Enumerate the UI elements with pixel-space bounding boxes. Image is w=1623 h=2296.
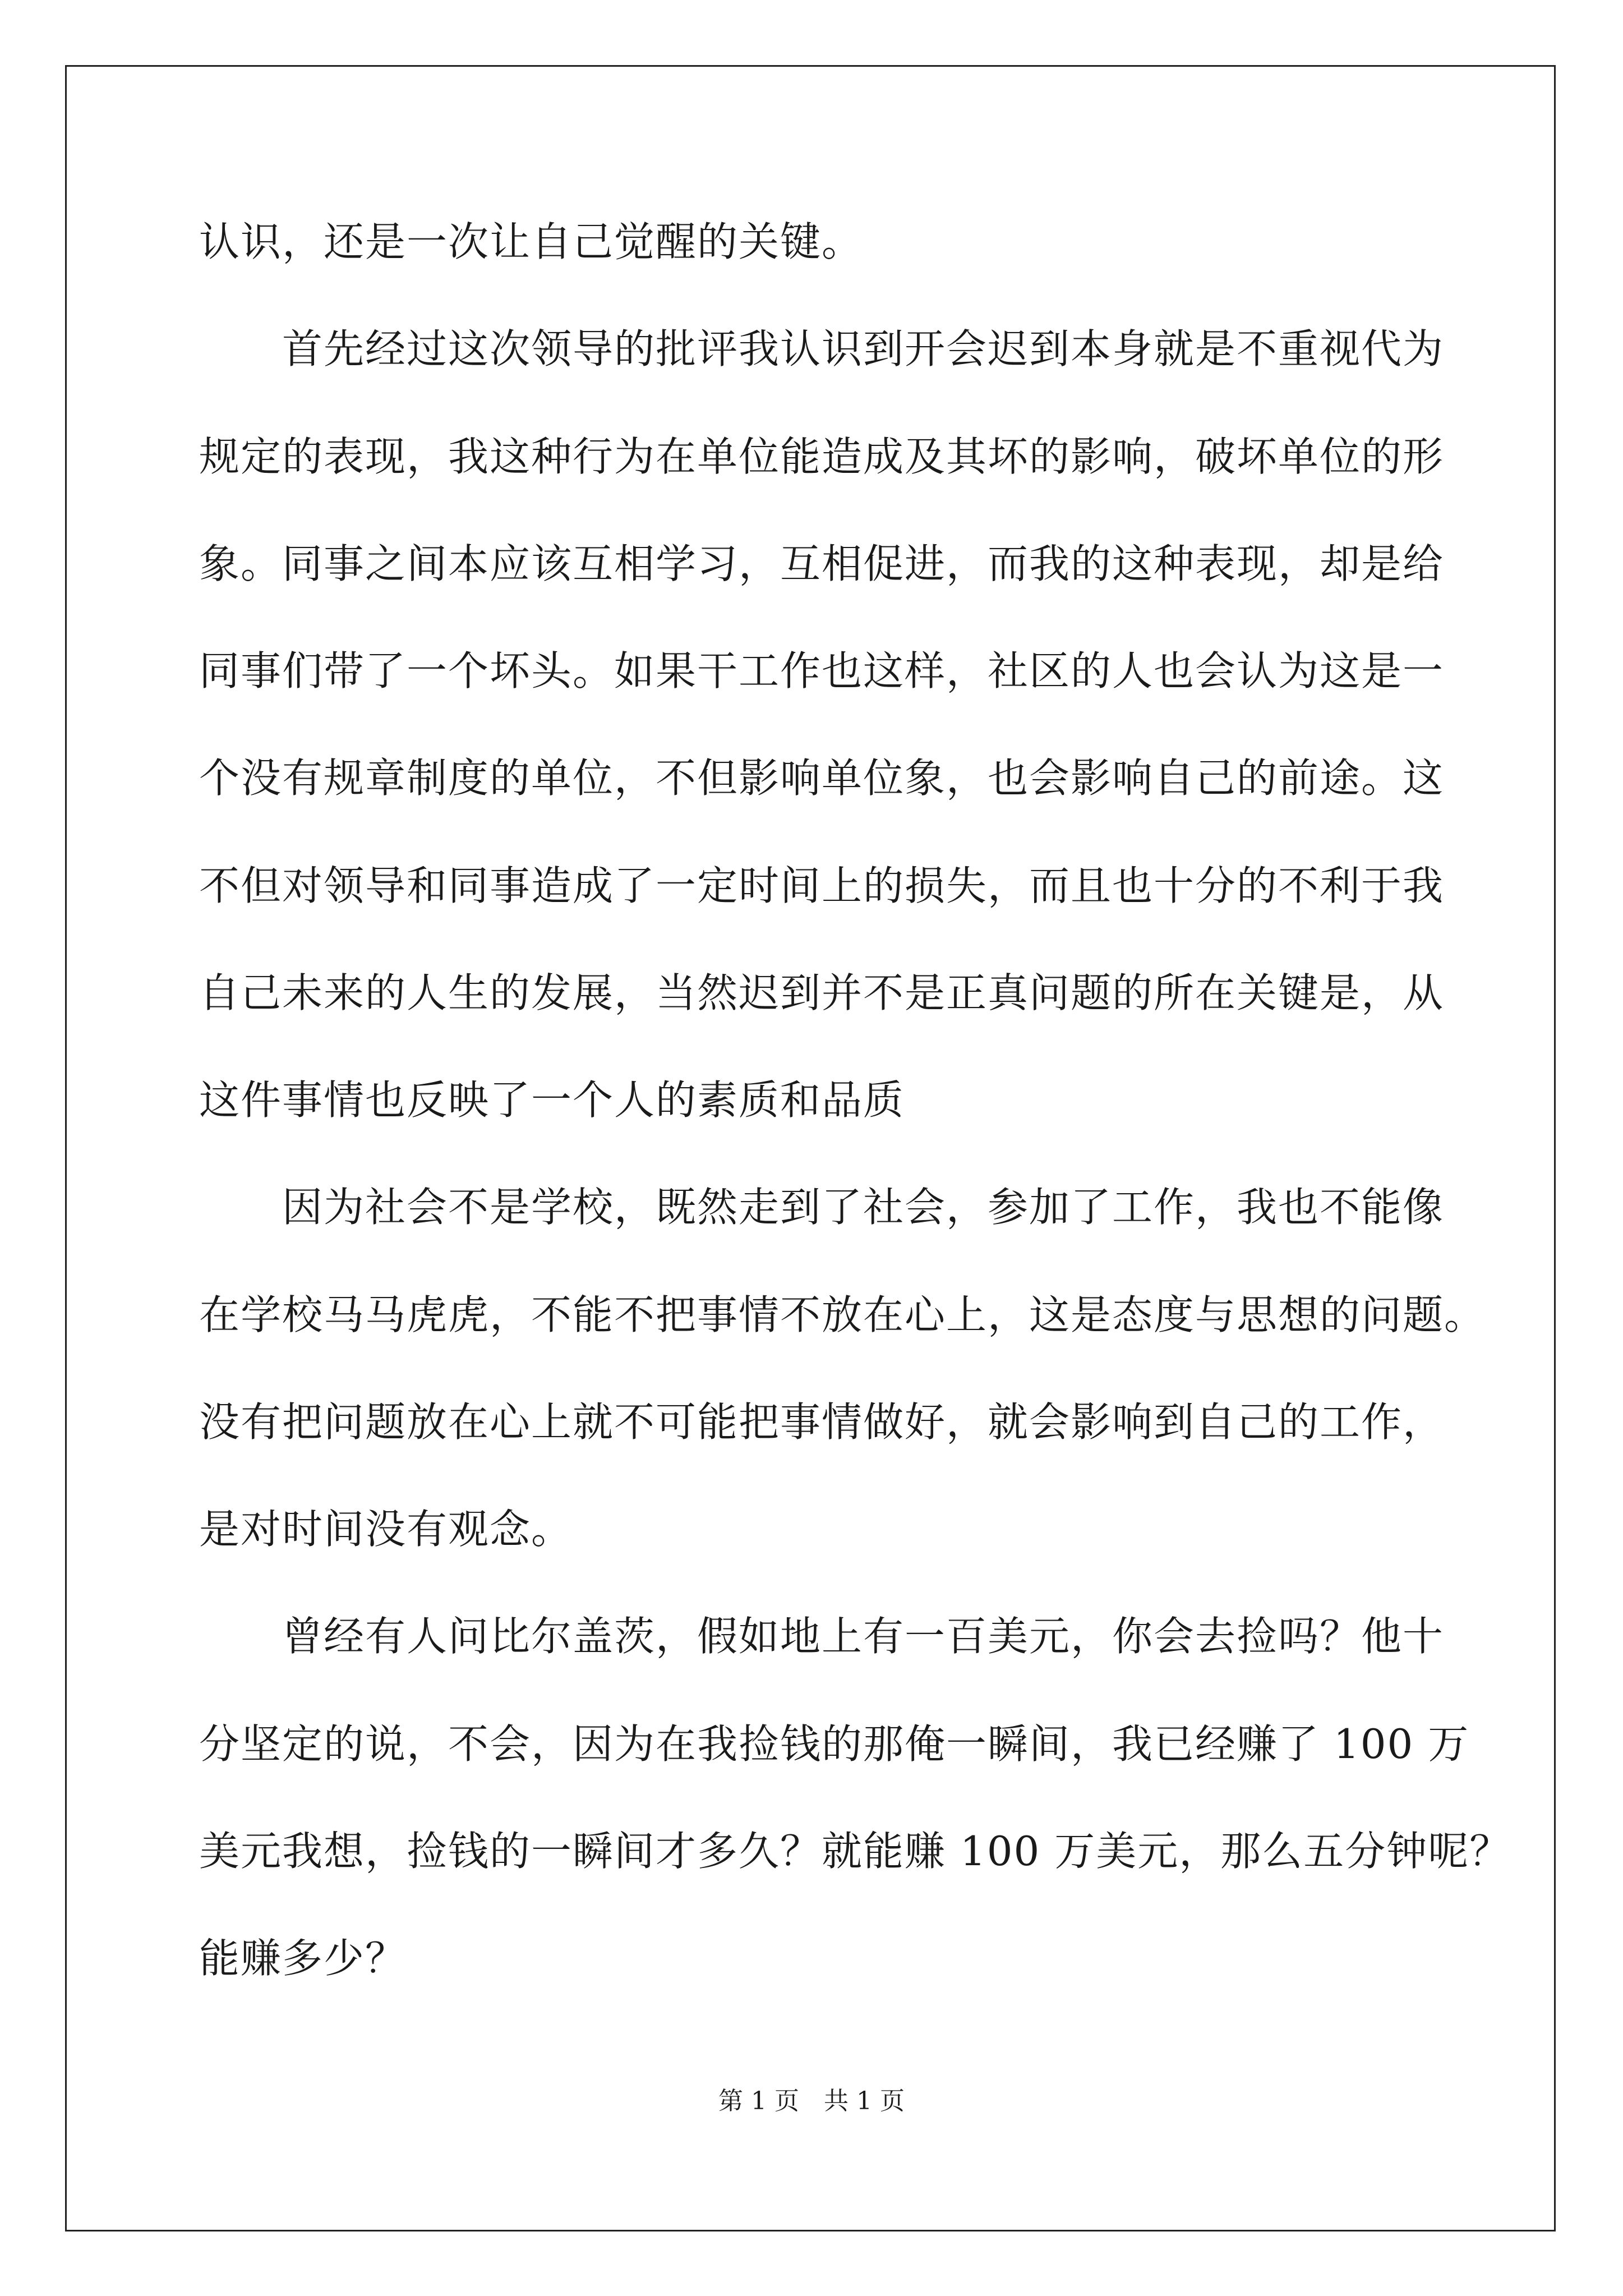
body-line-6: 个没有规章制度的单位，不但影响单位象，也会影响自己的前途。这	[199, 754, 1445, 802]
body-line-4: 象。同事之间本应该互相学习，互相促进，而我的这种表现，却是给	[199, 540, 1445, 587]
page-border	[65, 65, 1556, 2231]
body-line-11: 在学校马马虎虎，不能不把事情不放在心上，这是态度与思想的问题。	[199, 1291, 1486, 1338]
body-line-13: 是对时间没有观念。	[199, 1506, 573, 1553]
body-line-17: 能赚多少？	[199, 1935, 407, 1982]
body-line-3: 规定的表现，我这种行为在单位能造成及其坏的影响，破坏单位的形	[199, 433, 1445, 480]
body-line-7: 不但对领导和同事造成了一定时间上的损失，而且也十分的不利于我	[199, 862, 1445, 909]
body-line-5: 同事们带了一个坏头。如果干工作也这样，社区的人也会认为这是一	[199, 647, 1445, 694]
body-line-12: 没有把问题放在心上就不可能把事情做好，就会影响到自己的工作，	[199, 1398, 1445, 1446]
body-line-9: 这件事情也反映了一个人的素质和品质	[199, 1076, 905, 1124]
body-line-8: 自己未来的人生的发展，当然迟到并不是正真问题的所在关键是，从	[199, 969, 1445, 1016]
body-line-16: 美元我想，捡钱的一瞬间才多久？就能赚 100 万美元，那么五分钟呢？	[199, 1828, 1511, 1875]
page-footer: 第 1 页 共 1 页	[718, 2087, 905, 2115]
body-line-2: 首先经过这次领导的批评我认识到开会迟到本身就是不重视代为	[199, 325, 1445, 372]
body-line-1: 认识，还是一次让自己觉醒的关键。	[199, 218, 864, 265]
body-line-14: 曾经有人问比尔盖茨，假如地上有一百美元，你会去捡吗？他十	[199, 1613, 1445, 1660]
body-line-15: 分坚定的说，不会，因为在我捡钱的那俺一瞬间，我已经赚了 100 万	[199, 1720, 1470, 1768]
body-line-10: 因为社会不是学校，既然走到了社会，参加了工作，我也不能像	[199, 1184, 1445, 1231]
